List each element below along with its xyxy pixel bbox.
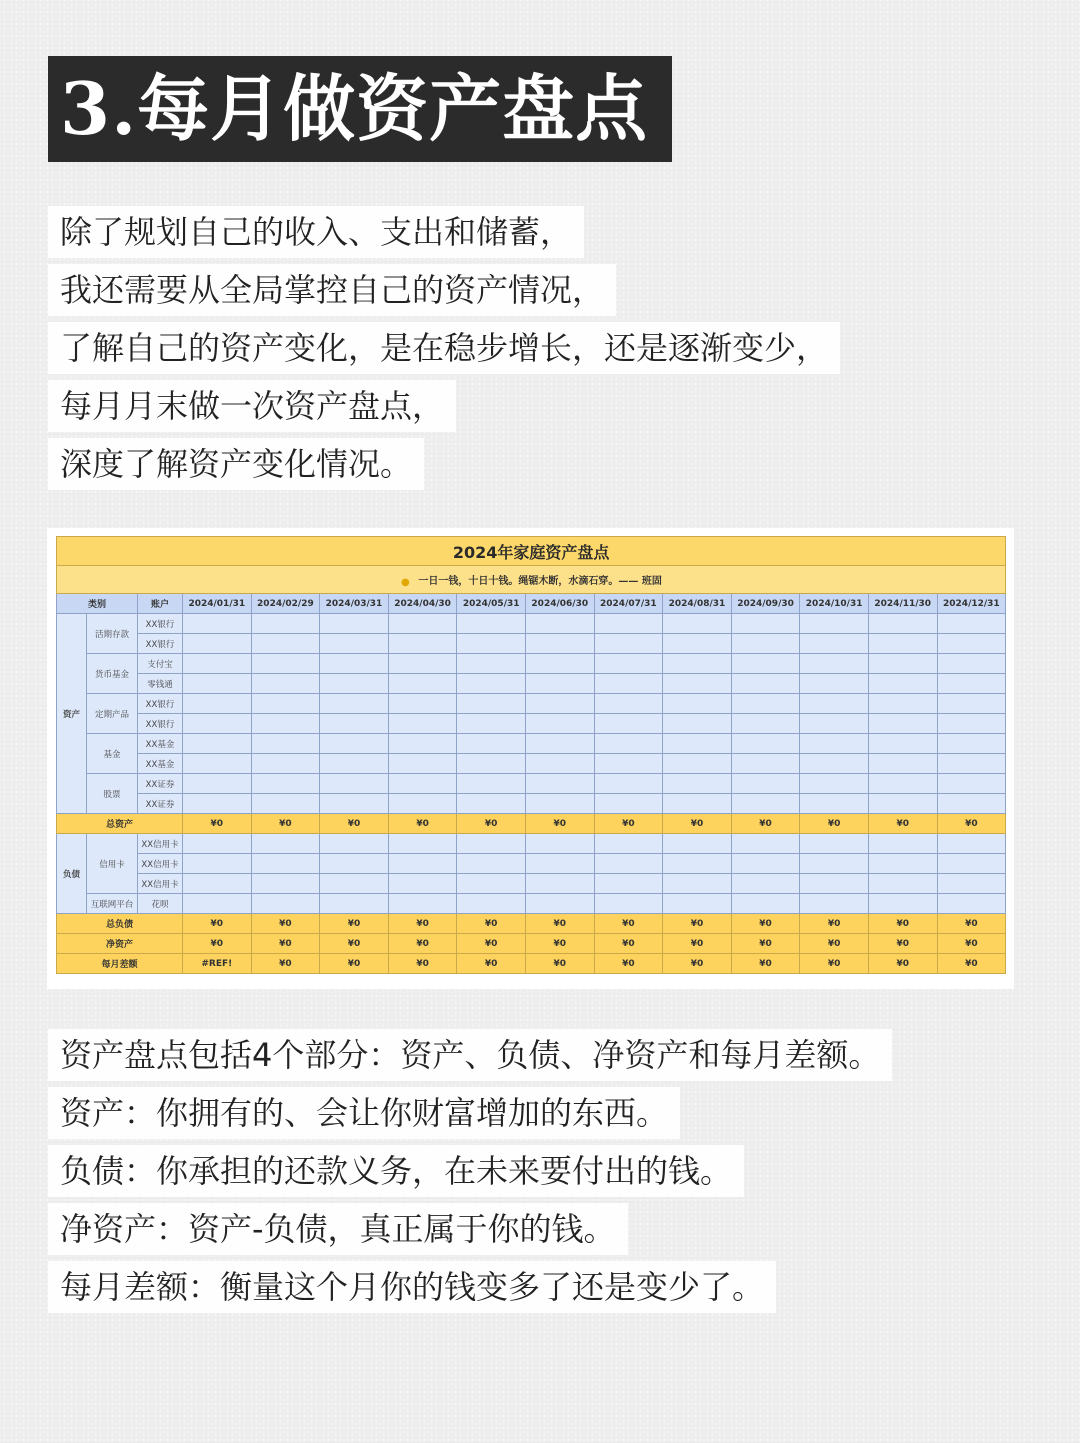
value-cell [800, 894, 869, 914]
sheet-title: 2024年家庭资产盘点 [57, 537, 1006, 566]
value-cell [320, 694, 389, 714]
value-cell [457, 854, 526, 874]
explain-line: 资产：你拥有的、会让你财富增加的东西。 [48, 1087, 892, 1139]
account-label: 零钱通 [138, 674, 183, 694]
table-row [57, 614, 1006, 634]
value-cell [320, 774, 389, 794]
table-row [57, 634, 1006, 654]
value-cell [937, 794, 1006, 814]
value-cell [800, 774, 869, 794]
total-liabilities-value: ¥0 [663, 914, 732, 934]
value-cell [525, 854, 594, 874]
value-cell [183, 834, 252, 854]
subcategory-label: 货币基金 [87, 654, 138, 694]
header-date: 2024/11/30 [868, 594, 937, 614]
value-cell [183, 614, 252, 634]
net-assets-value: ¥0 [663, 934, 732, 954]
account-label: 支付宝 [138, 654, 183, 674]
spreadsheet-image [47, 528, 1014, 989]
value-cell [457, 874, 526, 894]
value-cell [388, 734, 457, 754]
value-cell [183, 654, 252, 674]
value-cell [251, 734, 320, 754]
net-assets-value: ¥0 [937, 934, 1006, 954]
value-cell [320, 874, 389, 894]
intro-paragraph [48, 206, 840, 496]
value-cell [457, 654, 526, 674]
value-cell [457, 674, 526, 694]
total-assets-row [57, 814, 1006, 834]
total-liabilities-value: ¥0 [320, 914, 389, 934]
header-date: 2024/06/30 [525, 594, 594, 614]
value-cell [594, 674, 663, 694]
value-cell [800, 854, 869, 874]
monthly-diff-value: ¥0 [594, 954, 663, 974]
value-cell [800, 794, 869, 814]
header-row [57, 594, 1006, 614]
value-cell [868, 734, 937, 754]
value-cell [183, 774, 252, 794]
table-row [57, 734, 1006, 754]
total-liabilities-value: ¥0 [525, 914, 594, 934]
header-date: 2024/05/31 [457, 594, 526, 614]
value-cell [457, 834, 526, 854]
value-cell [800, 634, 869, 654]
total-assets-value: ¥0 [320, 814, 389, 834]
value-cell [388, 854, 457, 874]
value-cell [868, 654, 937, 674]
subcategory-label: 基金 [87, 734, 138, 774]
value-cell [594, 774, 663, 794]
value-cell [525, 894, 594, 914]
header-date: 2024/03/31 [320, 594, 389, 614]
value-cell [457, 734, 526, 754]
table-row [57, 794, 1006, 814]
assets-label: 资产 [57, 614, 87, 814]
monthly-diff-value: ¥0 [731, 954, 800, 974]
value-cell [937, 694, 1006, 714]
value-cell [251, 654, 320, 674]
net-assets-value: ¥0 [457, 934, 526, 954]
net-assets-value: ¥0 [731, 934, 800, 954]
total-assets-value: ¥0 [525, 814, 594, 834]
value-cell [731, 854, 800, 874]
header-date: 2024/02/29 [251, 594, 320, 614]
value-cell [868, 774, 937, 794]
table-row [57, 714, 1006, 734]
value-cell [594, 874, 663, 894]
value-cell [731, 674, 800, 694]
liabilities-label: 负债 [57, 834, 87, 914]
subcategory-label: 信用卡 [87, 834, 138, 894]
value-cell [800, 654, 869, 674]
value-cell [388, 874, 457, 894]
value-cell [251, 614, 320, 634]
total-liabilities-value: ¥0 [183, 914, 252, 934]
value-cell [183, 634, 252, 654]
value-cell [457, 774, 526, 794]
asset-inventory-table [56, 536, 1006, 974]
value-cell [320, 794, 389, 814]
value-cell [731, 794, 800, 814]
value-cell [457, 694, 526, 714]
explain-line: 每月差额：衡量这个月你的钱变多了还是变少了。 [48, 1261, 892, 1313]
value-cell [320, 734, 389, 754]
value-cell [663, 794, 732, 814]
account-label: XX信用卡 [138, 854, 183, 874]
monthly-diff-value: ¥0 [320, 954, 389, 974]
value-cell [731, 894, 800, 914]
value-cell [800, 694, 869, 714]
net-assets-value: ¥0 [183, 934, 252, 954]
value-cell [731, 614, 800, 634]
value-cell [457, 634, 526, 654]
value-cell [388, 654, 457, 674]
value-cell [388, 674, 457, 694]
value-cell [868, 714, 937, 734]
net-assets-value: ¥0 [868, 934, 937, 954]
value-cell [388, 694, 457, 714]
header-date: 2024/12/31 [937, 594, 1006, 614]
value-cell [800, 834, 869, 854]
value-cell [868, 754, 937, 774]
value-cell [663, 714, 732, 734]
value-cell [594, 894, 663, 914]
total-liabilities-value: ¥0 [388, 914, 457, 934]
value-cell [525, 734, 594, 754]
value-cell [251, 854, 320, 874]
subcategory-label: 股票 [87, 774, 138, 814]
value-cell [457, 794, 526, 814]
total-assets-value: ¥0 [663, 814, 732, 834]
explain-paragraph [48, 1029, 892, 1319]
net-assets-value: ¥0 [388, 934, 457, 954]
value-cell [868, 674, 937, 694]
value-cell [868, 694, 937, 714]
total-liabilities-value: ¥0 [937, 914, 1006, 934]
value-cell [731, 754, 800, 774]
value-cell [183, 854, 252, 874]
value-cell [183, 894, 252, 914]
value-cell [525, 774, 594, 794]
value-cell [868, 614, 937, 634]
value-cell [594, 794, 663, 814]
total-assets-value: ¥0 [800, 814, 869, 834]
monthly-diff-value: ¥0 [251, 954, 320, 974]
value-cell [320, 894, 389, 914]
net-assets-value: ¥0 [320, 934, 389, 954]
account-label: XX银行 [138, 694, 183, 714]
value-cell [320, 854, 389, 874]
table-row [57, 834, 1006, 854]
value-cell [525, 754, 594, 774]
value-cell [594, 614, 663, 634]
intro-line: 深度了解资产变化情况。 [48, 438, 840, 490]
value-cell [251, 794, 320, 814]
value-cell [320, 654, 389, 674]
total-assets-value: ¥0 [457, 814, 526, 834]
intro-line: 每月月末做一次资产盘点， [48, 380, 840, 432]
value-cell [251, 874, 320, 894]
value-cell [800, 674, 869, 694]
account-label: XX银行 [138, 714, 183, 734]
subcategory-label: 互联网平台 [87, 894, 138, 914]
value-cell [868, 874, 937, 894]
account-label: XX证券 [138, 794, 183, 814]
total-assets-value: ¥0 [251, 814, 320, 834]
value-cell [183, 674, 252, 694]
subcategory-label: 定期产品 [87, 694, 138, 734]
value-cell [663, 854, 732, 874]
value-cell [937, 654, 1006, 674]
value-cell [251, 694, 320, 714]
value-cell [663, 614, 732, 634]
value-cell [731, 634, 800, 654]
value-cell [251, 754, 320, 774]
net-assets-value: ¥0 [800, 934, 869, 954]
net-assets-label: 净资产 [57, 934, 183, 954]
value-cell [663, 674, 732, 694]
value-cell [868, 894, 937, 914]
value-cell [388, 774, 457, 794]
value-cell [388, 834, 457, 854]
value-cell [320, 674, 389, 694]
monthly-diff-value: ¥0 [800, 954, 869, 974]
value-cell [937, 634, 1006, 654]
value-cell [183, 874, 252, 894]
value-cell [663, 774, 732, 794]
total-assets-value: ¥0 [731, 814, 800, 834]
value-cell [457, 754, 526, 774]
explain-line: 资产盘点包括4个部分：资产、负债、净资产和每月差额。 [48, 1029, 892, 1081]
total-liabilities-value: ¥0 [868, 914, 937, 934]
value-cell [594, 634, 663, 654]
total-liabilities-label: 总负债 [57, 914, 183, 934]
total-assets-label: 总资产 [57, 814, 183, 834]
value-cell [800, 754, 869, 774]
total-assets-value: ¥0 [183, 814, 252, 834]
intro-line: 我还需要从全局掌控自己的资产情况， [48, 264, 840, 316]
net-assets-value: ¥0 [594, 934, 663, 954]
value-cell [731, 774, 800, 794]
account-label: XX银行 [138, 634, 183, 654]
value-cell [663, 694, 732, 714]
table-row [57, 674, 1006, 694]
value-cell [937, 614, 1006, 634]
monthly-diff-value: ¥0 [457, 954, 526, 974]
value-cell [594, 694, 663, 714]
value-cell [183, 754, 252, 774]
total-liabilities-row [57, 914, 1006, 934]
value-cell [525, 714, 594, 734]
flexed-arm-icon: ● [400, 577, 410, 588]
value-cell [457, 714, 526, 734]
value-cell [525, 794, 594, 814]
total-assets-value: ¥0 [594, 814, 663, 834]
value-cell [251, 834, 320, 854]
value-cell [731, 874, 800, 894]
value-cell [183, 714, 252, 734]
value-cell [731, 834, 800, 854]
monthly-diff-value: ¥0 [937, 954, 1006, 974]
value-cell [937, 674, 1006, 694]
total-assets-value: ¥0 [868, 814, 937, 834]
total-liabilities-value: ¥0 [800, 914, 869, 934]
value-cell [183, 794, 252, 814]
value-cell [868, 834, 937, 854]
value-cell [663, 734, 732, 754]
monthly-diff-value: ¥0 [663, 954, 732, 974]
page-heading: 3.每月做资产盘点 [48, 56, 672, 162]
total-assets-value: ¥0 [937, 814, 1006, 834]
header-category: 类别 [57, 594, 138, 614]
header-date: 2024/09/30 [731, 594, 800, 614]
value-cell [251, 894, 320, 914]
total-liabilities-value: ¥0 [457, 914, 526, 934]
value-cell [937, 754, 1006, 774]
header-date: 2024/10/31 [800, 594, 869, 614]
value-cell [868, 794, 937, 814]
value-cell [663, 654, 732, 674]
value-cell [183, 734, 252, 754]
value-cell [731, 734, 800, 754]
total-liabilities-value: ¥0 [594, 914, 663, 934]
monthly-diff-value: #REF! [183, 954, 252, 974]
value-cell [388, 634, 457, 654]
value-cell [320, 754, 389, 774]
monthly-diff-value: ¥0 [868, 954, 937, 974]
subcategory-label: 活期存款 [87, 614, 138, 654]
total-liabilities-value: ¥0 [731, 914, 800, 934]
value-cell [457, 614, 526, 634]
table-row [57, 894, 1006, 914]
value-cell [251, 674, 320, 694]
sheet-motto-row [57, 566, 1006, 594]
value-cell [525, 674, 594, 694]
monthly-diff-value: ¥0 [388, 954, 457, 974]
account-label: XX信用卡 [138, 834, 183, 854]
value-cell [594, 854, 663, 874]
value-cell [868, 634, 937, 654]
table-row [57, 774, 1006, 794]
value-cell [388, 794, 457, 814]
value-cell [525, 874, 594, 894]
value-cell [937, 834, 1006, 854]
value-cell [525, 834, 594, 854]
value-cell [251, 634, 320, 654]
value-cell [663, 634, 732, 654]
value-cell [663, 894, 732, 914]
explain-line: 负债：你承担的还款义务，在未来要付出的钱。 [48, 1145, 892, 1197]
value-cell [320, 834, 389, 854]
account-label: XX证券 [138, 774, 183, 794]
value-cell [251, 714, 320, 734]
table-row [57, 754, 1006, 774]
header-date: 2024/08/31 [663, 594, 732, 614]
monthly-diff-value: ¥0 [525, 954, 594, 974]
sheet-title-row [57, 537, 1006, 566]
value-cell [320, 714, 389, 734]
value-cell [937, 774, 1006, 794]
value-cell [320, 614, 389, 634]
value-cell [868, 854, 937, 874]
value-cell [251, 774, 320, 794]
value-cell [594, 714, 663, 734]
value-cell [663, 834, 732, 854]
intro-line: 了解自己的资产变化，是在稳步增长，还是逐渐变少， [48, 322, 840, 374]
value-cell [457, 894, 526, 914]
value-cell [937, 874, 1006, 894]
header-date: 2024/07/31 [594, 594, 663, 614]
table-row [57, 654, 1006, 674]
account-label: XX银行 [138, 614, 183, 634]
value-cell [800, 714, 869, 734]
account-label: 花呗 [138, 894, 183, 914]
value-cell [388, 714, 457, 734]
monthly-diff-row [57, 954, 1006, 974]
value-cell [937, 894, 1006, 914]
value-cell [731, 654, 800, 674]
table-row [57, 854, 1006, 874]
value-cell [388, 754, 457, 774]
value-cell [594, 754, 663, 774]
sheet-motto: 一日一钱，十日十钱。绳锯木断，水滴石穿。—— 班固 [418, 576, 662, 587]
value-cell [388, 614, 457, 634]
value-cell [937, 714, 1006, 734]
header-date: 2024/01/31 [183, 594, 252, 614]
value-cell [731, 694, 800, 714]
table-row [57, 694, 1006, 714]
value-cell [663, 754, 732, 774]
value-cell [594, 654, 663, 674]
value-cell [800, 734, 869, 754]
value-cell [594, 734, 663, 754]
value-cell [663, 874, 732, 894]
total-liabilities-value: ¥0 [251, 914, 320, 934]
sheet-motto-cell [57, 566, 1006, 594]
total-assets-value: ¥0 [388, 814, 457, 834]
value-cell [525, 634, 594, 654]
value-cell [388, 894, 457, 914]
header-account: 账户 [138, 594, 183, 614]
net-assets-row [57, 934, 1006, 954]
value-cell [183, 694, 252, 714]
value-cell [525, 694, 594, 714]
value-cell [800, 614, 869, 634]
value-cell [594, 834, 663, 854]
net-assets-value: ¥0 [525, 934, 594, 954]
value-cell [731, 714, 800, 734]
account-label: XX基金 [138, 734, 183, 754]
intro-line: 除了规划自己的收入、支出和储蓄， [48, 206, 840, 258]
value-cell [525, 654, 594, 674]
value-cell [937, 734, 1006, 754]
table-row [57, 874, 1006, 894]
value-cell [800, 874, 869, 894]
net-assets-value: ¥0 [251, 934, 320, 954]
value-cell [320, 634, 389, 654]
header-date: 2024/04/30 [388, 594, 457, 614]
value-cell [937, 854, 1006, 874]
explain-line: 净资产：资产-负债，真正属于你的钱。 [48, 1203, 892, 1255]
account-label: XX信用卡 [138, 874, 183, 894]
value-cell [525, 614, 594, 634]
account-label: XX基金 [138, 754, 183, 774]
monthly-diff-label: 每月差额 [57, 954, 183, 974]
